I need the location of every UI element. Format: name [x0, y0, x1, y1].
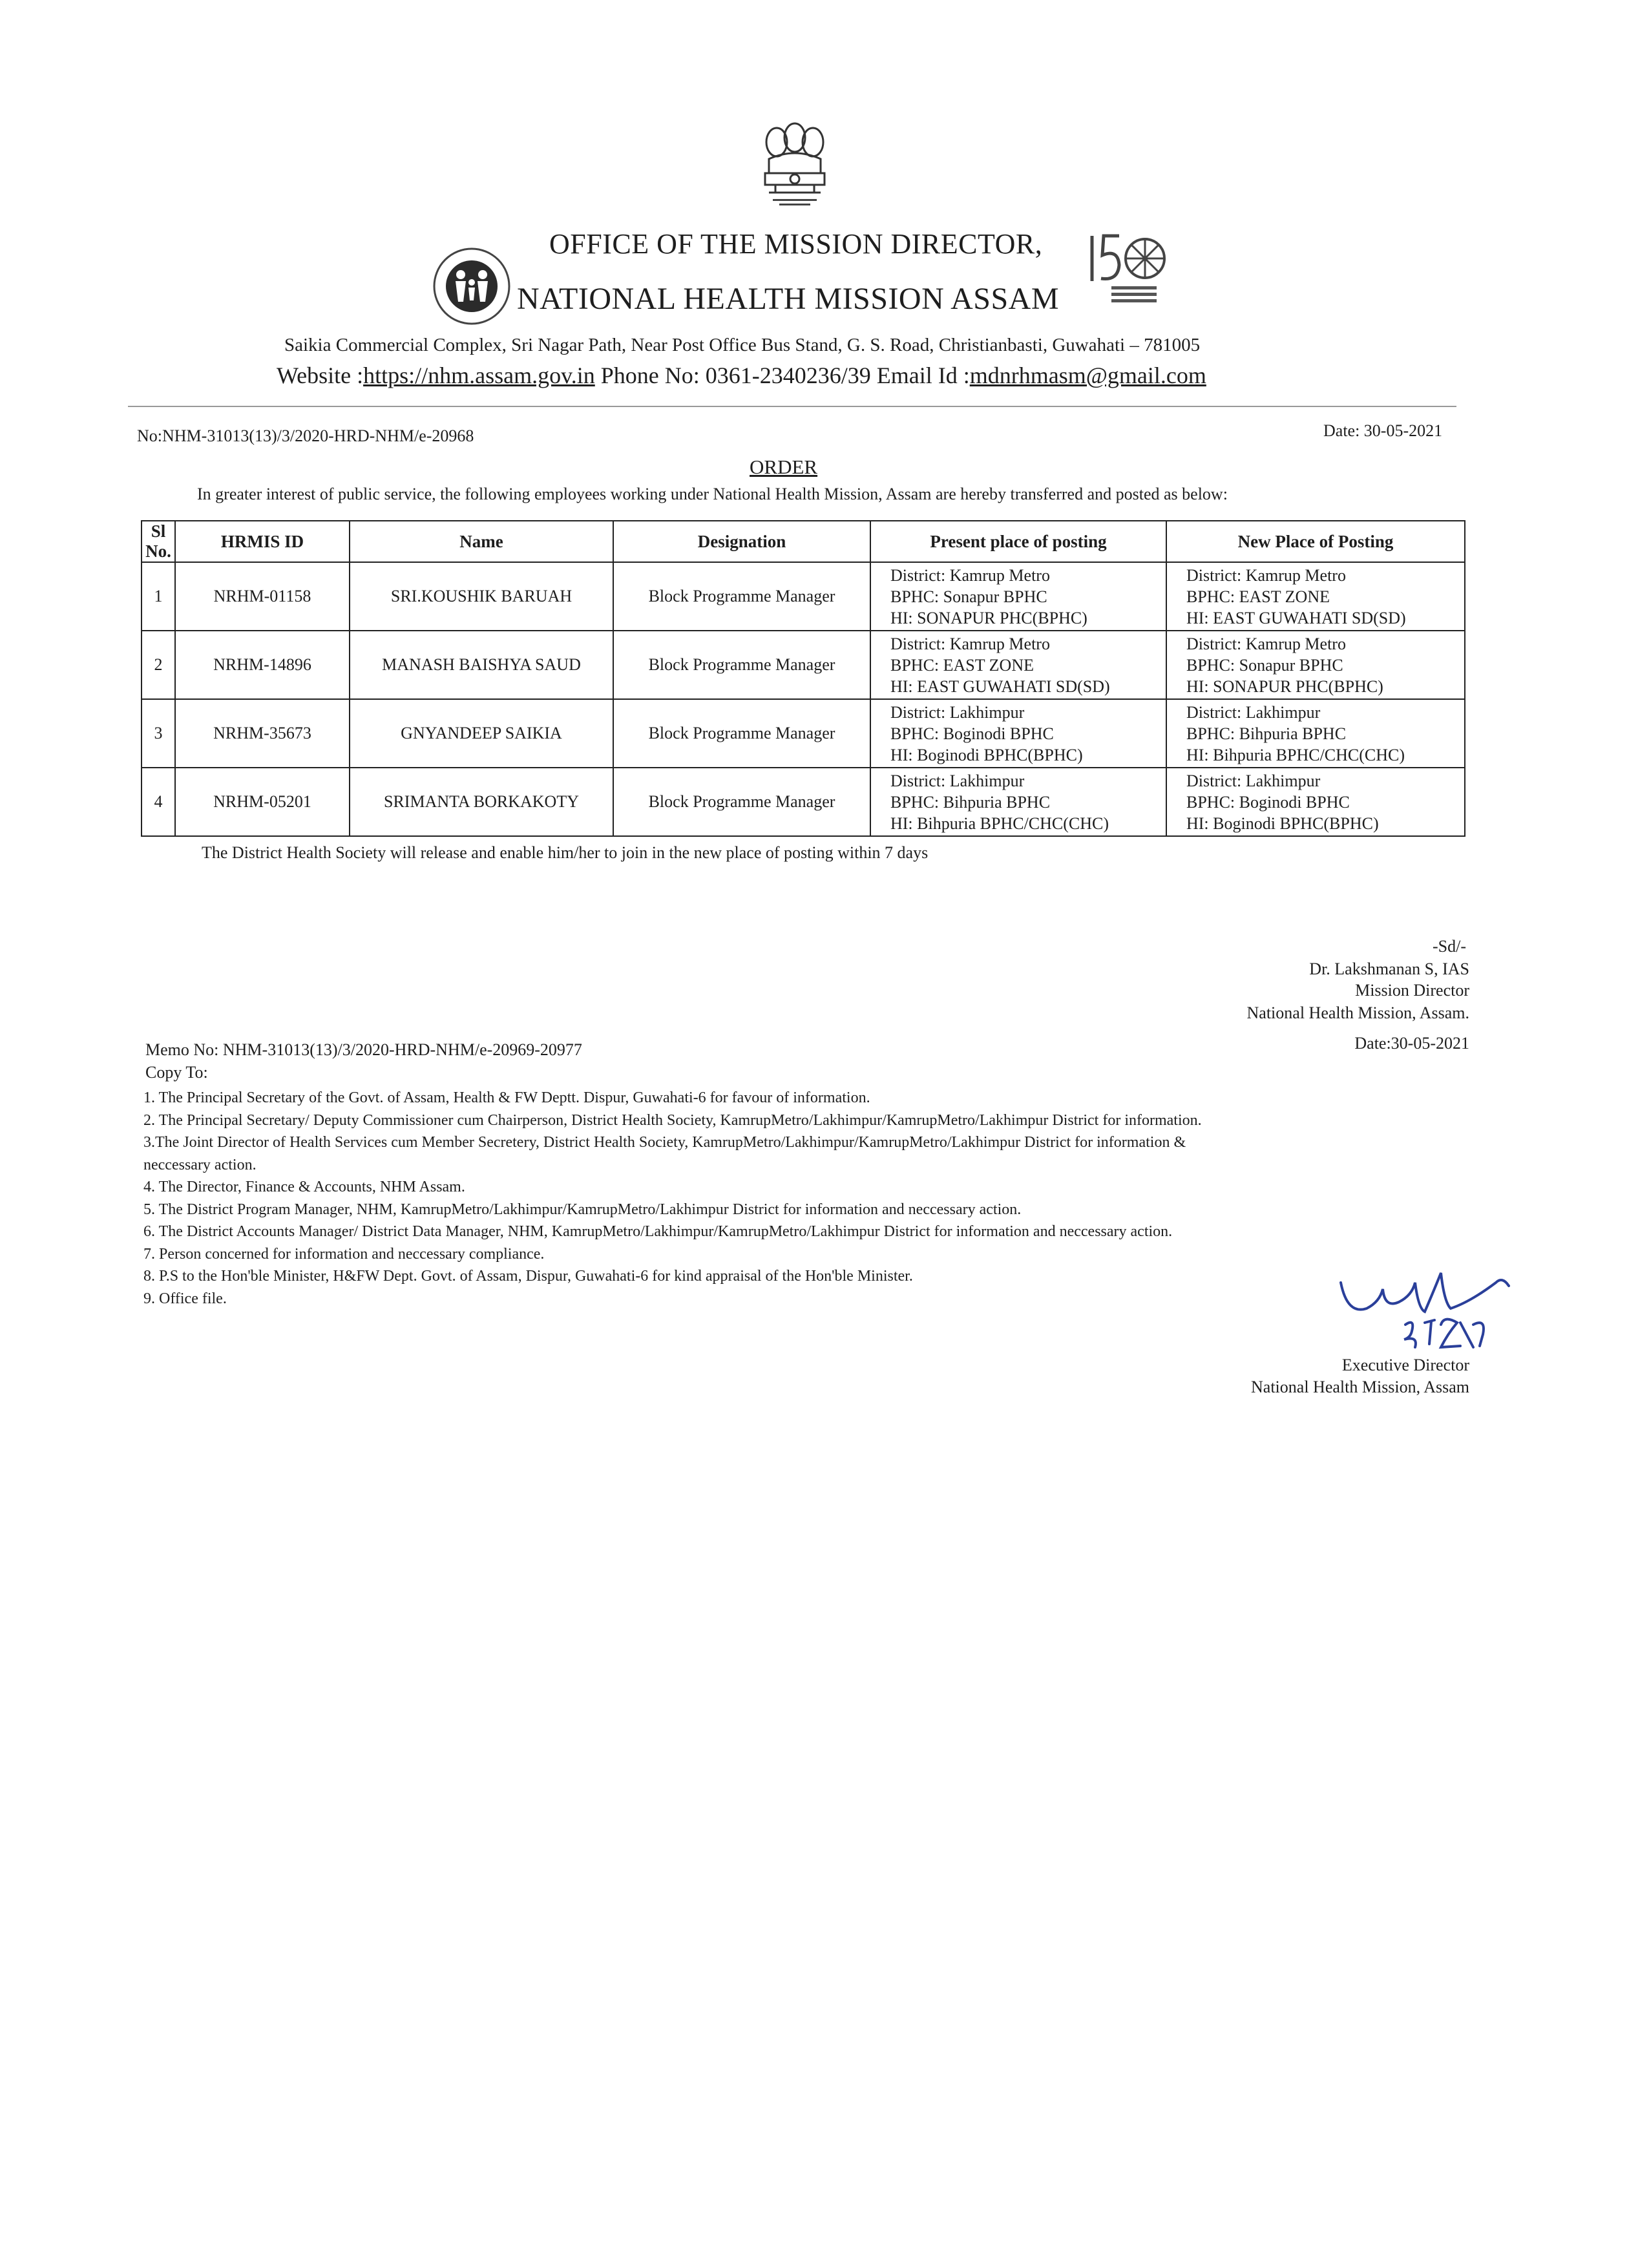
list-item: 2. The Principal Secretary/ Deputy Commissioner cum Chairperson, District Health Society, KamrupMetro/Lakhimpur/KamrupMetro/Lakhimpur District for information.	[143, 1111, 1202, 1129]
header-designation: Designation	[613, 521, 870, 562]
cell-designation: Block Programme Manager	[613, 562, 870, 631]
handwritten-signature	[1328, 1263, 1528, 1360]
list-item: 8. P.S to the Hon'ble Minister, H&FW Dept. Govt. of Assam, Dispur, Guwahati-6 for kind appraisal of the Hon'ble Minister.	[143, 1268, 913, 1285]
cell-sl: 4	[142, 768, 175, 836]
table-row	[142, 562, 1465, 631]
header-divider	[128, 406, 1456, 407]
cell-name: SRIMANTA BORKAKOTY	[350, 768, 613, 836]
cell-present-posting	[870, 631, 1166, 699]
list-item: 5. The District Program Manager, NHM, KamrupMetro/Lakhimpur/KamrupMetro/Lakhimpur District for information and neccessary action.	[143, 1201, 1022, 1218]
mission-title: NATIONAL HEALTH MISSION ASSAM	[517, 282, 1060, 316]
cell-new-posting	[1166, 562, 1465, 631]
present-hi: HI: Boginodi BPHC(BPHC)	[890, 745, 1083, 764]
new-bphc: BPHC: EAST ZONE	[1186, 587, 1330, 606]
office-title: OFFICE OF THE MISSION DIRECTOR,	[549, 228, 1043, 260]
present-district: District: Lakhimpur	[890, 702, 1025, 722]
cell-sl: 2	[142, 631, 175, 699]
cell-name: GNYANDEEP SAIKIA	[350, 699, 613, 768]
cell-present-posting	[870, 562, 1166, 631]
new-district: District: Kamrup Metro	[1186, 565, 1346, 585]
email-link[interactable]: mdnrhmasm@gmail.com	[969, 362, 1206, 388]
present-district: District: Kamrup Metro	[890, 634, 1050, 653]
new-district: District: Lakhimpur	[1186, 702, 1321, 722]
executive-role: Executive Director	[1341, 1356, 1469, 1374]
office-address: Saikia Commercial Complex, Sri Nagar Path, Near Post Office Bus Stand, G. S. Road, Christianbasti, Guwahati – 781005	[284, 335, 1201, 355]
table-row	[142, 768, 1465, 836]
list-item: 3.The Joint Director of Health Services cum Member Secretery, District Health Society, KamrupMetro/Lakhimpur/KamrupMetro/Lakhimpur District for information &	[143, 1134, 1186, 1151]
new-bphc: BPHC: Bihpuria BPHC	[1186, 724, 1347, 743]
table-row	[142, 699, 1465, 768]
cell-present-posting	[870, 768, 1166, 836]
cell-sl: 3	[142, 699, 175, 768]
transfer-table	[141, 520, 1465, 837]
new-district: District: Lakhimpur	[1186, 771, 1321, 790]
copy-to-list	[143, 1087, 1202, 1310]
present-hi: HI: SONAPUR PHC(BPHC)	[890, 608, 1087, 627]
nhm-logo	[423, 242, 520, 330]
signature-sd: -Sd/-	[1433, 937, 1466, 956]
list-item: 1. The Principal Secretary of the Govt. of Assam, Health & FW Deptt. Dispur, Guwahati-6 for favour of information.	[143, 1089, 870, 1106]
header-hrmis-id: HRMIS ID	[175, 521, 350, 562]
new-bphc: BPHC: Sonapur BPHC	[1186, 655, 1343, 675]
national-emblem	[750, 109, 840, 212]
gandhi-150-logo	[1086, 229, 1182, 307]
list-item: neccessary action.	[143, 1156, 257, 1173]
present-hi: HI: Bihpuria BPHC/CHC(CHC)	[890, 814, 1109, 833]
cell-name: SRI.KOUSHIK BARUAH	[350, 562, 613, 631]
new-bphc: BPHC: Boginodi BPHC	[1186, 792, 1350, 812]
new-hi: HI: SONAPUR PHC(BPHC)	[1186, 677, 1383, 696]
new-district: District: Kamrup Metro	[1186, 634, 1346, 653]
cell-hrmis-id: NRHM-01158	[175, 562, 350, 631]
table-row	[142, 631, 1465, 699]
email-label: Email Id :	[876, 362, 970, 388]
order-intro: In greater interest of public service, the following employees working under National Health Mission, Assam are hereby transferred and posted as below:	[197, 485, 1228, 503]
cell-hrmis-id: NRHM-05201	[175, 768, 350, 836]
cell-designation: Block Programme Manager	[613, 631, 870, 699]
copy-to-label: Copy To:	[145, 1063, 208, 1082]
new-hi: HI: Boginodi BPHC(BPHC)	[1186, 814, 1379, 833]
cell-designation: Block Programme Manager	[613, 768, 870, 836]
header-new-posting: New Place of Posting	[1166, 521, 1465, 562]
new-hi: HI: EAST GUWAHATI SD(SD)	[1186, 608, 1406, 627]
memo-number: Memo No: NHM-31013(13)/3/2020-HRD-NHM/e-20969-20977	[145, 1040, 582, 1059]
website-label: Website :	[277, 362, 364, 388]
release-note: The District Health Society will release and enable him/her to join in the new place of posting within 7 days	[202, 843, 929, 862]
header-sl-no: Sl No.	[142, 521, 175, 562]
cell-hrmis-id: NRHM-35673	[175, 699, 350, 768]
website-link[interactable]: https://nhm.assam.gov.in	[363, 362, 595, 388]
order-number: No:NHM-31013(13)/3/2020-HRD-NHM/e-20968	[137, 426, 474, 445]
phone-label: Phone No:	[600, 362, 700, 388]
table-header-row	[142, 521, 1465, 562]
present-hi: HI: EAST GUWAHATI SD(SD)	[890, 677, 1110, 696]
list-item: 7. Person concerned for information and neccessary compliance.	[143, 1245, 545, 1263]
order-heading: ORDER	[750, 456, 818, 478]
cell-designation: Block Programme Manager	[613, 699, 870, 768]
header-name: Name	[350, 521, 613, 562]
header-present-posting: Present place of posting	[870, 521, 1166, 562]
cell-new-posting	[1166, 768, 1465, 836]
new-hi: HI: Bihpuria BPHC/CHC(CHC)	[1186, 745, 1405, 764]
order-date: Date: 30-05-2021	[1323, 421, 1443, 440]
cell-new-posting	[1166, 631, 1465, 699]
contact-line	[277, 362, 1206, 389]
signatory-org: National Health Mission, Assam.	[1246, 1003, 1469, 1022]
list-item: 6. The District Accounts Manager/ District Data Manager, NHM, KamrupMetro/Lakhimpur/KamrupMetro/Lakhimpur District for information and neccessary action.	[143, 1223, 1173, 1240]
signatory-role: Mission Director	[1355, 981, 1469, 1000]
list-item: 9. Office file.	[143, 1290, 227, 1307]
present-bphc: BPHC: EAST ZONE	[890, 655, 1034, 675]
signatory-name: Dr. Lakshmanan S, IAS	[1309, 960, 1469, 978]
list-item: 4. The Director, Finance & Accounts, NHM Assam.	[143, 1179, 465, 1195]
cell-hrmis-id: NRHM-14896	[175, 631, 350, 699]
present-bphc: BPHC: Boginodi BPHC	[890, 724, 1054, 743]
present-bphc: BPHC: Sonapur BPHC	[890, 587, 1047, 606]
cell-name: MANASH BAISHYA SAUD	[350, 631, 613, 699]
phone-number: 0361-2340236/39	[705, 362, 871, 388]
cell-present-posting	[870, 699, 1166, 768]
present-district: District: Lakhimpur	[890, 771, 1025, 790]
executive-org: National Health Mission, Assam	[1251, 1378, 1469, 1396]
present-district: District: Kamrup Metro	[890, 565, 1050, 585]
cell-sl: 1	[142, 562, 175, 631]
memo-date: Date:30-05-2021	[1354, 1034, 1469, 1053]
cell-new-posting	[1166, 699, 1465, 768]
present-bphc: BPHC: Bihpuria BPHC	[890, 792, 1051, 812]
